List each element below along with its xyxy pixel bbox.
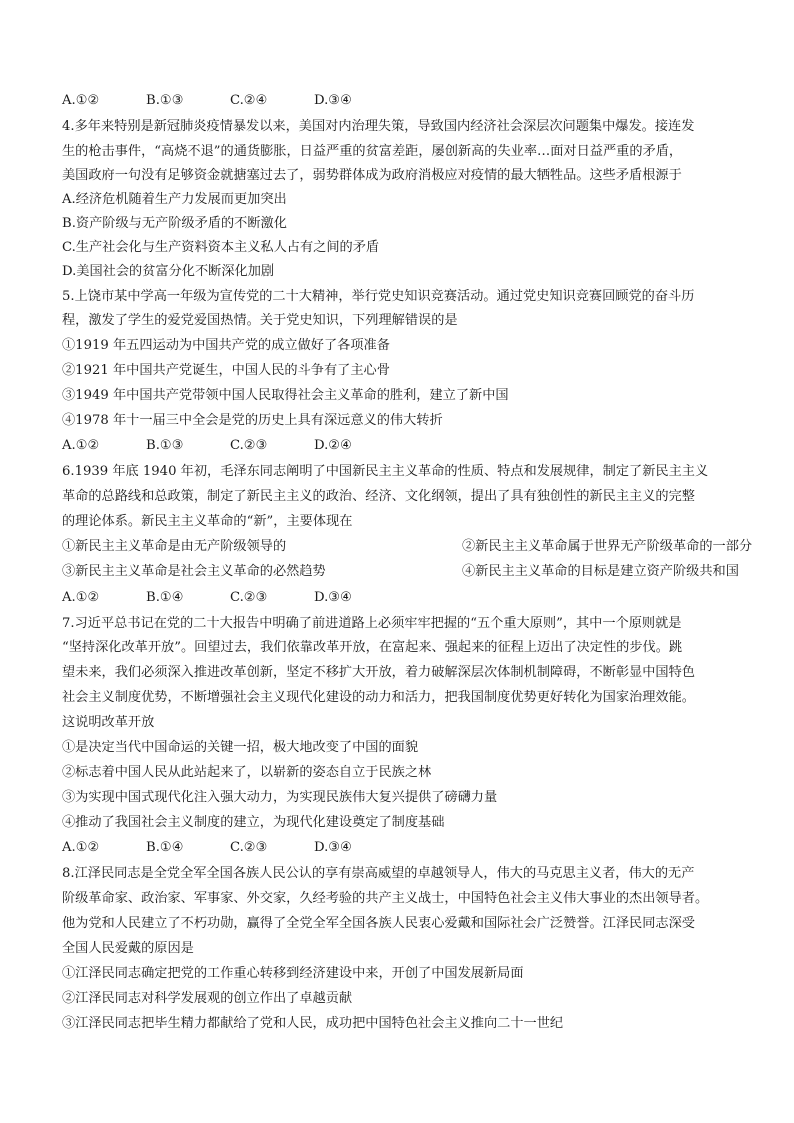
q5-item-3: ③1949 年中国共产党带领中国人民取得社会主义革命的胜利，建立了新中国	[62, 388, 509, 403]
q5-stem-line-2: 程，激发了学生的爱党爱国热情。关于党史知识，下列理解错误的是	[62, 313, 458, 328]
q8-item-3: ③江泽民同志把毕生精力都献给了党和人民，成功把中国特色社会主义推向二十一世纪	[62, 1016, 564, 1031]
q5-option-a[interactable]: A.①②	[62, 438, 100, 453]
q7-stem-line-4: 社会主义制度优势，不断增强社会主义现代化建设的动力和活力，把我国制度优势更好转化为国家治理效能。	[62, 690, 695, 705]
q4-stem-line-1: 4.多年来特别是新冠肺炎疫情暴发以来，美国对内治理失策，导致国内经济社会深层次问题集中爆发。接连发	[62, 119, 695, 134]
q6-options	[62, 588, 754, 608]
q6-option-d[interactable]: D.③④	[314, 590, 352, 605]
q5-option-d[interactable]: D.②④	[314, 438, 352, 453]
q4-choice-a[interactable]: A.经济危机随着生产力发展而更加突出	[62, 192, 287, 207]
q4-stem-line-2: 生的枪击事件，“高烧不退”的通货膨胀，日益严重的贫富差距，屡创新高的失业率…面对日益严重的矛盾，	[62, 144, 683, 159]
q8-item-2: ②江泽民同志对科学发展观的创立作出了卓越贡献	[62, 991, 353, 1006]
q7-options	[62, 838, 754, 858]
q3-option-b[interactable]: B.①③	[146, 93, 184, 108]
q6-option-a[interactable]: A.①②	[62, 590, 100, 605]
q7-option-c[interactable]: C.②③	[230, 840, 268, 855]
q5-stem-line-1: 5.上饶市某中学高一年级为宣传党的二十大精神，举行党史知识竞赛活动。通过党史知识竞赛回顾党的奋斗历	[62, 289, 695, 304]
q4-choice-c[interactable]: C.生产社会化与生产资料资本主义私人占有之间的矛盾	[62, 240, 380, 255]
q7-stem-line-5: 这说明改革开放	[62, 715, 155, 730]
q7-stem-line-3: 望未来，我们必须深入推进改革创新，坚定不移扩大开放，着力破解深层次体制机制障碍，不断彰显中国特色	[62, 665, 695, 680]
q4-choice-b[interactable]: B.资产阶级与无产阶级矛盾的不断激化	[62, 216, 287, 231]
q7-option-d[interactable]: D.③④	[314, 840, 352, 855]
q7-option-b[interactable]: B.①④	[146, 840, 184, 855]
q6-item-3: ③新民主主义革命是社会主义革命的必然趋势	[62, 564, 326, 579]
q3-option-a[interactable]: A.①②	[62, 93, 100, 108]
q8-stem-line-2: 阶级革命家、政治家、军事家、外交家，久经考验的共产主义战士，中国特色社会主义伟大事业的杰出领导者。	[62, 891, 709, 906]
q5-options	[62, 436, 754, 456]
q4-stem-line-3: 美国政府一句没有足够资金就搪塞过去了，弱势群体成为政府消极应对疫情的最大牺牲品。这些矛盾根源于	[62, 168, 682, 183]
q6-items-row-1	[62, 537, 754, 557]
q7-item-1: ①是决定当代中国命运的关键一招，极大地改变了中国的面貌	[62, 740, 419, 755]
q3-option-d[interactable]: D.③④	[314, 93, 352, 108]
q6-item-4: ④新民主主义革命的目标是建立资产阶级共和国	[462, 564, 739, 579]
q6-stem-line-1: 6.1939 年底 1940 年初，毛泽东同志阐明了中国新民主主义革命的性质、特点和发展规律，制定了新民主主义	[62, 464, 709, 479]
q7-stem-line-1: 7.习近平总书记在党的二十大报告中明确了前进道路上必须牢牢把握的“五个重大原则”，其中一个原则就是	[62, 616, 682, 631]
q3-option-c[interactable]: C.②④	[230, 93, 268, 108]
q6-stem-line-2: 革命的总路线和总政策，制定了新民主主义的政治、经济、文化纲领，提出了具有独创性的新民主主义的完整	[62, 489, 695, 504]
q7-item-2: ②标志着中国人民从此站起来了，以崭新的姿态自立于民族之林	[62, 765, 432, 780]
q8-stem-line-1: 8.江泽民同志是全党全军全国各族人民公认的享有崇高威望的卓越领导人，伟大的马克思主义者，伟大的无产	[62, 866, 695, 881]
q5-item-2: ②1921 年中国共产党诞生，中国人民的斗争有了主心骨	[62, 363, 390, 378]
q4-choice-d[interactable]: D.美国社会的贫富分化不断深化加剧	[62, 264, 275, 279]
q7-option-a[interactable]: A.①②	[62, 840, 100, 855]
q6-item-1: ①新民主主义革命是由无产阶级领导的	[62, 539, 287, 554]
q5-item-4: ④1978 年十一届三中全会是党的历史上具有深远意义的伟大转折	[62, 413, 443, 428]
q6-option-c[interactable]: C.②③	[230, 590, 268, 605]
q6-option-b[interactable]: B.①④	[146, 590, 184, 605]
q7-item-4: ④推动了我国社会主义制度的建立，为现代化建设奠定了制度基础	[62, 815, 445, 830]
q5-item-1: ①1919 年五四运动为中国共产党的成立做好了各项准备	[62, 338, 390, 353]
q8-stem-line-4: 全国人民爱戴的原因是	[62, 941, 194, 956]
q5-option-b[interactable]: B.①③	[146, 438, 184, 453]
q7-stem-line-2: “坚持深化改革开放”。回望过去，我们依靠改革开放，在富起来、强起来的征程上迈出了决定性的步伐。跳	[62, 640, 683, 655]
q6-items-row-2	[62, 562, 754, 582]
q8-item-1: ①江泽民同志确定把党的工作重心转移到经济建设中来，开创了中国发展新局面	[62, 966, 524, 981]
q5-option-c[interactable]: C.②③	[230, 438, 268, 453]
q3-options	[62, 91, 754, 111]
q8-stem-line-3: 他为党和人民建立了不朽功勋，赢得了全党全军全国各族人民衷心爱戴和国际社会广泛赞誉。江泽民同志深受	[62, 916, 695, 931]
q6-stem-line-3: 的理论体系。新民主主义革命的“新”，主要体现在	[62, 514, 353, 529]
q6-item-2: ②新民主主义革命属于世界无产阶级革命的一部分	[462, 539, 753, 554]
q7-item-3: ③为实现中国式现代化注入强大动力，为实现民族伟大复兴提供了磅礴力量	[62, 790, 498, 805]
